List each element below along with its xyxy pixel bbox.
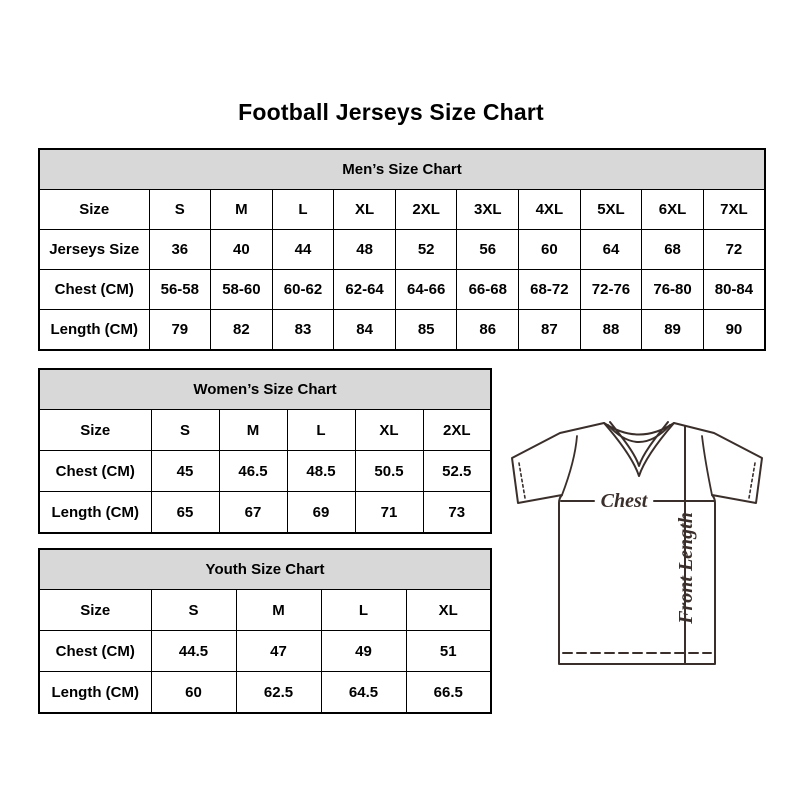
youth-table-title: Youth Size Chart (39, 549, 491, 590)
left-armhole-seam (562, 436, 577, 495)
size-cell: 88 (580, 310, 642, 351)
size-cell: 85 (395, 310, 457, 351)
size-cell: 44.5 (151, 631, 236, 672)
size-cell: 79 (149, 310, 211, 351)
size-cell: 60-62 (272, 270, 334, 310)
size-cell: XL (355, 410, 423, 451)
row-label: Length (CM) (39, 310, 149, 351)
size-cell: 90 (703, 310, 765, 351)
size-cell: 89 (642, 310, 704, 351)
size-cell: M (219, 410, 287, 451)
row-label: Size (39, 410, 151, 451)
size-cell: 82 (211, 310, 273, 351)
page-title: Football Jerseys Size Chart (238, 99, 544, 125)
row-label: Chest (CM) (39, 451, 151, 492)
size-cell: 60 (519, 230, 581, 270)
row-label: Size (39, 190, 149, 230)
size-cell: L (321, 590, 406, 631)
size-cell: 58-60 (211, 270, 273, 310)
right-cuff-stitch-line (749, 463, 755, 498)
youth-size-table (38, 548, 492, 714)
size-cell: 3XL (457, 190, 519, 230)
size-cell: S (151, 590, 236, 631)
size-cell: 67 (219, 492, 287, 534)
size-cell: 66-68 (457, 270, 519, 310)
size-cell: S (149, 190, 211, 230)
size-cell: 45 (151, 451, 219, 492)
size-cell: XL (406, 590, 491, 631)
front-length-label: Front Length (675, 512, 697, 624)
size-cell: M (211, 190, 273, 230)
size-cell: 56 (457, 230, 519, 270)
size-cell: 46.5 (219, 451, 287, 492)
mens-size-table-section (38, 148, 766, 351)
jersey-diagram (505, 406, 773, 668)
row-label: Chest (CM) (39, 270, 149, 310)
size-cell: 69 (287, 492, 355, 534)
size-cell: 68-72 (519, 270, 581, 310)
size-cell: 7XL (703, 190, 765, 230)
row-label: Size (39, 590, 151, 631)
size-cell: 56-58 (149, 270, 211, 310)
size-cell: 65 (151, 492, 219, 534)
size-cell: 72-76 (580, 270, 642, 310)
size-cell: 64 (580, 230, 642, 270)
right-armhole-seam (702, 436, 712, 495)
left-cuff-stitch-line (519, 463, 525, 498)
size-cell: 87 (519, 310, 581, 351)
size-cell: 48 (334, 230, 396, 270)
size-cell: S (151, 410, 219, 451)
row-label: Jerseys Size (39, 230, 149, 270)
size-cell: 83 (272, 310, 334, 351)
size-cell: 2XL (395, 190, 457, 230)
row-label: Length (CM) (39, 492, 151, 534)
size-cell: 64.5 (321, 672, 406, 714)
size-cell: 86 (457, 310, 519, 351)
size-cell: 62.5 (236, 672, 321, 714)
size-cell: 50.5 (355, 451, 423, 492)
size-cell: 52.5 (423, 451, 491, 492)
size-cell: L (287, 410, 355, 451)
size-cell: 4XL (519, 190, 581, 230)
men-size-table (38, 148, 766, 351)
men-table-title: Men’s Size Chart (39, 149, 765, 190)
size-cell: XL (334, 190, 396, 230)
women-table-title: Women’s Size Chart (39, 369, 491, 410)
size-cell: 47 (236, 631, 321, 672)
size-cell: 51 (406, 631, 491, 672)
size-cell: 66.5 (406, 672, 491, 714)
size-cell: 76-80 (642, 270, 704, 310)
size-cell: 5XL (580, 190, 642, 230)
size-cell: 49 (321, 631, 406, 672)
size-cell: 6XL (642, 190, 704, 230)
row-label: Chest (CM) (39, 631, 151, 672)
womens-size-table-section (38, 368, 492, 534)
size-cell: 52 (395, 230, 457, 270)
size-cell: 73 (423, 492, 491, 534)
size-cell: 72 (703, 230, 765, 270)
size-cell: 84 (334, 310, 396, 351)
size-cell: 48.5 (287, 451, 355, 492)
size-cell: 68 (642, 230, 704, 270)
size-cell: 44 (272, 230, 334, 270)
collar-v-inner (610, 422, 668, 466)
size-cell: L (272, 190, 334, 230)
size-cell: 40 (211, 230, 273, 270)
size-cell: 64-66 (395, 270, 457, 310)
size-cell: 36 (149, 230, 211, 270)
size-cell: 2XL (423, 410, 491, 451)
size-cell: 60 (151, 672, 236, 714)
size-cell: 62-64 (334, 270, 396, 310)
size-cell: 80-84 (703, 270, 765, 310)
youth-size-table-section (38, 548, 492, 714)
size-cell: M (236, 590, 321, 631)
row-label: Length (CM) (39, 672, 151, 714)
women-size-table (38, 368, 492, 534)
chest-label: Chest (600, 490, 648, 512)
size-cell: 71 (355, 492, 423, 534)
